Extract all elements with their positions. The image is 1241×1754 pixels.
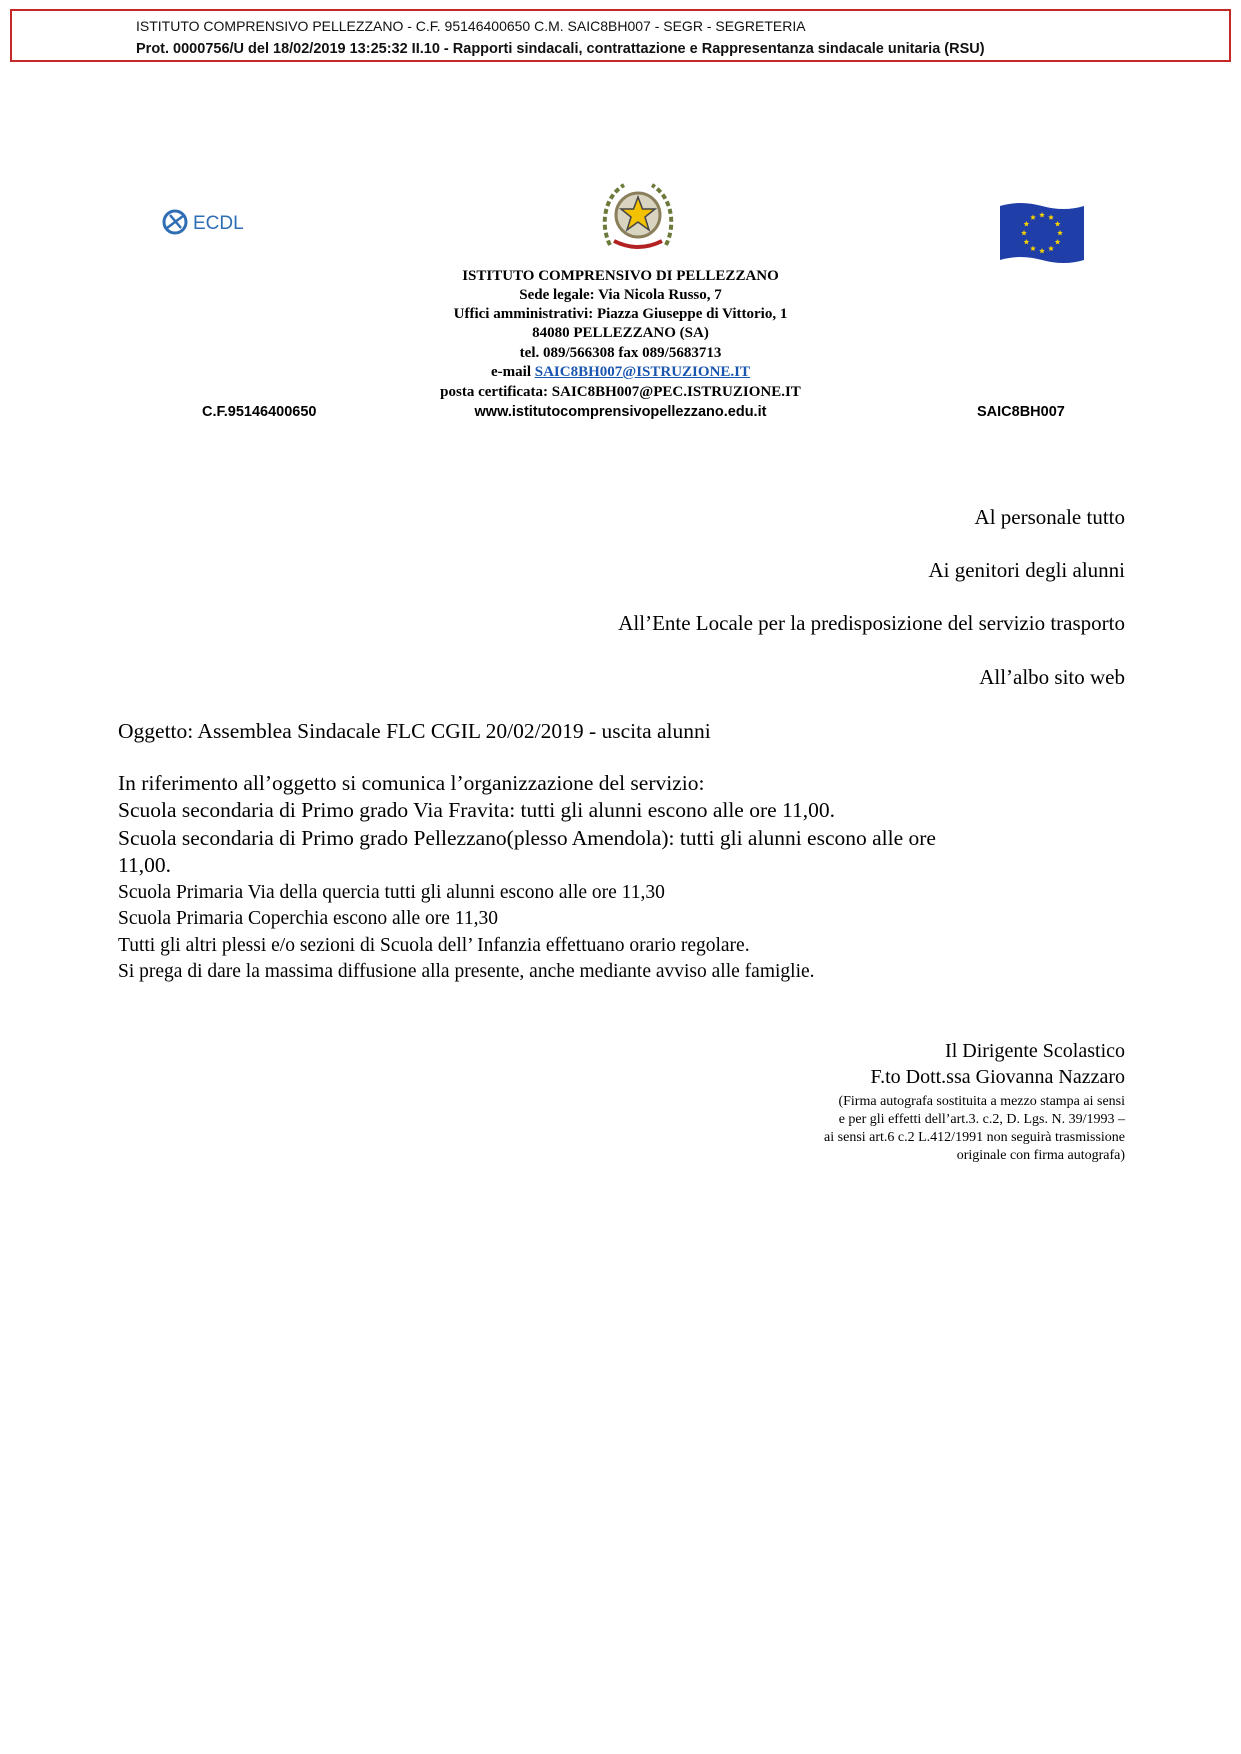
signature-note: (Firma autografa sostituita a mezzo stampa ai sensi: [838, 1094, 1125, 1109]
stamp-line-2: Prot. 0000756/U del 18/02/2019 13:25:32 II.10 - Rapporti sindacali, contrattazione e Rappresentanza sindacale unitaria (RSU): [136, 41, 985, 57]
body-line: Si prega di dare la massima diffusione alla presente, anche mediante avviso alle famiglie.: [118, 961, 815, 982]
stamp-line-1: ISTITUTO COMPRENSIVO PELLEZZANO - C.F. 95146400650 C.M. SAIC8BH007 - SEGR - SEGRETERIA: [136, 18, 806, 34]
school-code: SAIC8BH007: [977, 404, 1065, 420]
subject-line: Oggetto: Assemblea Sindacale FLC CGIL 20/02/2019 - uscita alunni: [118, 719, 711, 743]
body-line: Scuola Primaria Via della quercia tutti gli alunni escono alle ore 11,30: [118, 882, 665, 903]
legal-address: Sede legale: Via Nicola Russo, 7: [519, 287, 722, 303]
emblem-ribbon: [614, 241, 662, 247]
body-line: 11,00.: [118, 853, 171, 877]
protocol-stamp: [10, 9, 1231, 62]
ecdl-logo: [161, 206, 251, 238]
body-line: In riferimento all’oggetto si comunica l’organizzazione del servizio:: [118, 771, 705, 795]
ecdl-logo-text: ECDL: [193, 213, 244, 234]
city-line: 84080 PELLEZZANO (SA): [532, 325, 709, 341]
body-line: Scuola secondaria di Primo grado Via Fravita: tutti gli alunni escono alle ore 11,00.: [118, 798, 836, 822]
phone-fax: tel. 089/566308 fax 089/5683713: [519, 345, 722, 361]
eu-flag: [998, 200, 1086, 266]
addressee-local-authority: All’Ente Locale per la predisposizione del servizio trasporto: [618, 611, 1125, 635]
italian-republic-emblem: [598, 175, 678, 255]
body-line: Tutti gli altri plessi e/o sezioni di Scuola dell’ Infanzia effettuano orario regolare.: [118, 935, 750, 956]
email-link[interactable]: SAIC8BH007@ISTRUZIONE.IT: [534, 364, 750, 380]
body-line: Scuola Primaria Coperchia escono alle ore 11,30: [118, 908, 498, 929]
email-line: [0, 364, 1241, 381]
signature-note: ai sensi art.6 c.2 L.412/1991 non seguirà trasmissione: [824, 1130, 1125, 1145]
signature-note: e per gli effetti dell’art.3. c.2, D. Lgs. N. 39/1993 –: [838, 1112, 1125, 1127]
addressee-web-board: All’albo sito web: [979, 665, 1125, 689]
ecdl-logo-swoosh: [167, 215, 183, 228]
email-label: e-mail: [491, 364, 535, 380]
signature-name: F.to Dott.ssa Giovanna Nazzaro: [870, 1066, 1125, 1088]
school-name: ISTITUTO COMPRENSIVO DI PELLEZZANO: [462, 268, 779, 284]
signature-note: originale con firma autografa): [956, 1148, 1125, 1163]
tax-code: C.F.95146400650: [202, 404, 317, 420]
addressee-staff: Al personale tutto: [974, 505, 1125, 529]
addressee-parents: Ai genitori degli alunni: [928, 558, 1125, 582]
website[interactable]: www.istitutocomprensivopellezzano.edu.it: [474, 404, 767, 420]
body-line: Scuola secondaria di Primo grado Pellezzano(plesso Amendola): tutti gli alunni escono alle ore: [118, 826, 936, 850]
pec-line: posta certificata: SAIC8BH007@PEC.ISTRUZIONE.IT: [440, 384, 801, 400]
signature-role: Il Dirigente Scolastico: [945, 1040, 1125, 1062]
offices-address: Uffici amministrativi: Piazza Giuseppe di Vittorio, 1: [453, 306, 788, 322]
